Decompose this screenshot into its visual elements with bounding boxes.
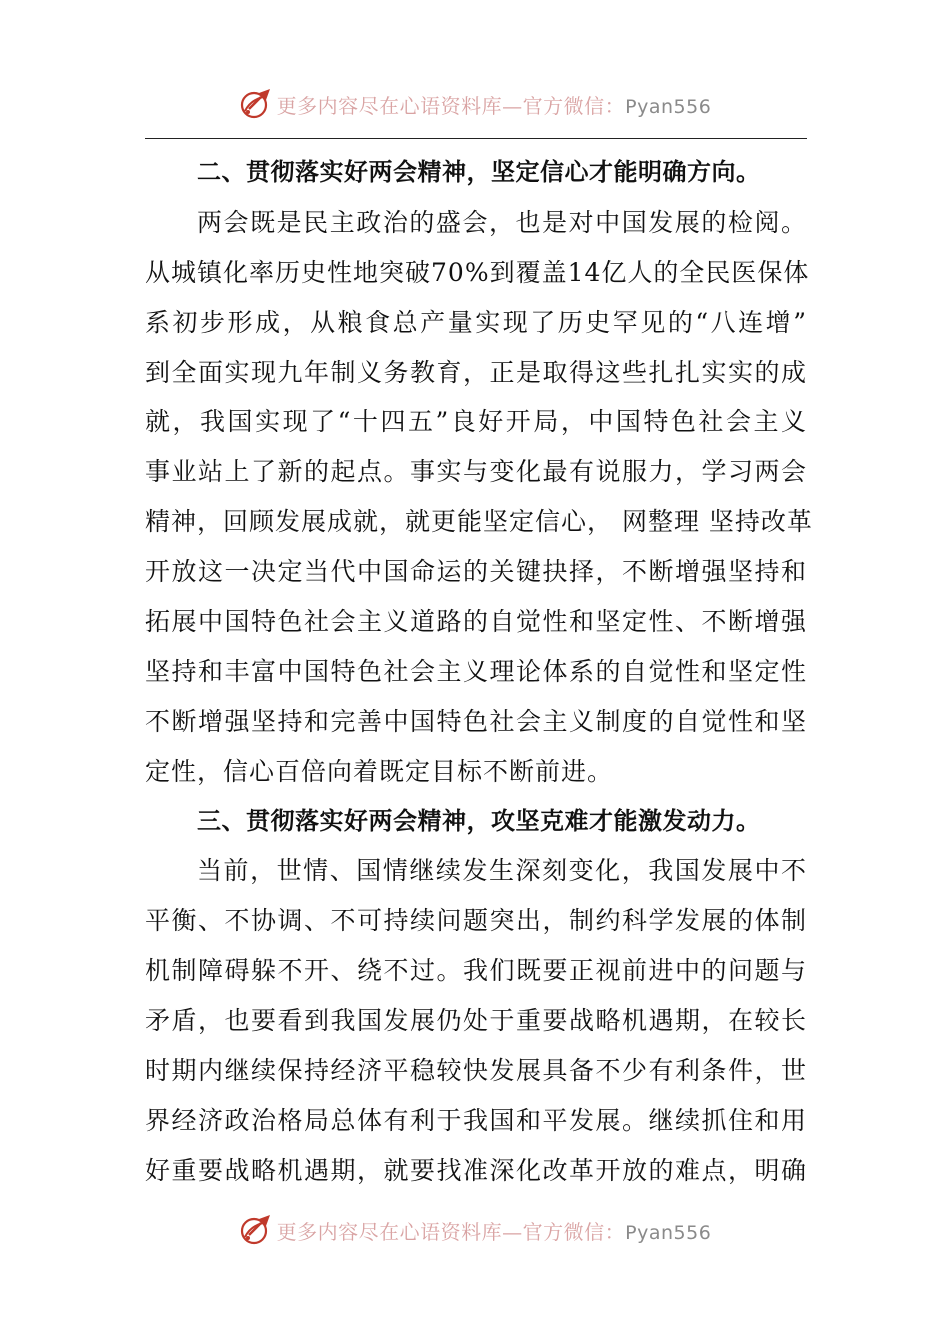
paragraph-line: 平衡、不协调、不可持续问题突出，制约科学发展的体制 xyxy=(145,906,807,936)
banner-brand-text: 更多内容尽在心语资料库 xyxy=(276,93,503,118)
paragraph-line: 拓展中国特色社会主义道路的自觉性和坚定性、不断增强 xyxy=(145,607,807,637)
paragraph-line: 矛盾，也要看到我国发展仍处于重要战略机遇期，在较长 xyxy=(145,1006,807,1036)
pen-logo-icon xyxy=(239,87,273,121)
paragraph-line: 事业站上了新的起点。事实与变化最有说服力，学习两会 xyxy=(145,457,807,487)
paragraph-2 xyxy=(145,198,813,797)
paragraph-line: 好重要战略机遇期，就要找准深化改革开放的难点，明确 xyxy=(145,1155,807,1185)
paragraph-line: 从城镇化率历史性地突破70%到覆盖14亿人的全民医保体 xyxy=(145,257,810,287)
paragraph-line: 两会既是民主政治的盛会，也是对中国发展的检阅。 xyxy=(197,207,807,237)
banner-dash: — xyxy=(502,1219,523,1244)
section-heading-2: 二、贯彻落实好两会精神，坚定信心才能明确方向。 xyxy=(197,158,761,186)
paragraph-line: 就，我国实现了“十四五”良好开局，中国特色社会主义 xyxy=(145,407,807,437)
section-heading-3: 三、贯彻落实好两会精神，攻坚克难才能激发动力。 xyxy=(197,806,761,835)
paragraph-line: 界经济政治格局总体有利于我国和平发展。继续抓住和用 xyxy=(145,1105,807,1135)
paragraph-3 xyxy=(145,846,807,1195)
paragraph-line: 时期内继续保持经济平稳较快发展具备不少有利条件，世 xyxy=(145,1056,807,1086)
banner-contact-id: Pyan556 xyxy=(625,95,712,118)
paragraph-line: 机制障碍躲不开、绕不过。我们既要正视前进中的问题与 xyxy=(145,956,807,986)
banner-contact-id: Pyan556 xyxy=(625,1221,712,1244)
paragraph-line: 定性，信心百倍向着既定目标不断前进。 xyxy=(145,756,614,786)
pen-logo-icon xyxy=(239,1213,273,1247)
paragraph-line: 到全面实现九年制义务教育，正是取得这些扎扎实实的成 xyxy=(145,357,807,387)
paragraph-line: 坚持和丰富中国特色社会主义理论体系的自觉性和坚定性 xyxy=(145,656,807,686)
paragraph-line: 开放这一决定当代中国命运的关键抉择，不断增强坚持和 xyxy=(145,557,807,587)
paragraph-line: 系初步形成，从粮食总产量实现了历史罕见的“八连增” xyxy=(145,307,807,337)
paragraph-line: 不断增强坚持和完善中国特色社会主义制度的自觉性和坚 xyxy=(145,706,807,736)
paragraph-line: 精神，回顾发展成就，就更能坚定信心， 网整理 坚持改革 xyxy=(145,507,813,537)
paragraph-line: 当前，世情、国情继续发生深刻变化，我国发展中不 xyxy=(197,856,807,886)
header-rule xyxy=(145,138,807,139)
header-banner xyxy=(0,82,950,126)
banner-contact-label: 官方微信： xyxy=(522,1219,626,1244)
document-body xyxy=(145,148,813,1196)
footer-banner xyxy=(0,1208,950,1252)
banner-brand-text: 更多内容尽在心语资料库 xyxy=(276,1219,503,1244)
banner-dash: — xyxy=(502,93,523,118)
banner-contact-label: 官方微信： xyxy=(522,93,626,118)
